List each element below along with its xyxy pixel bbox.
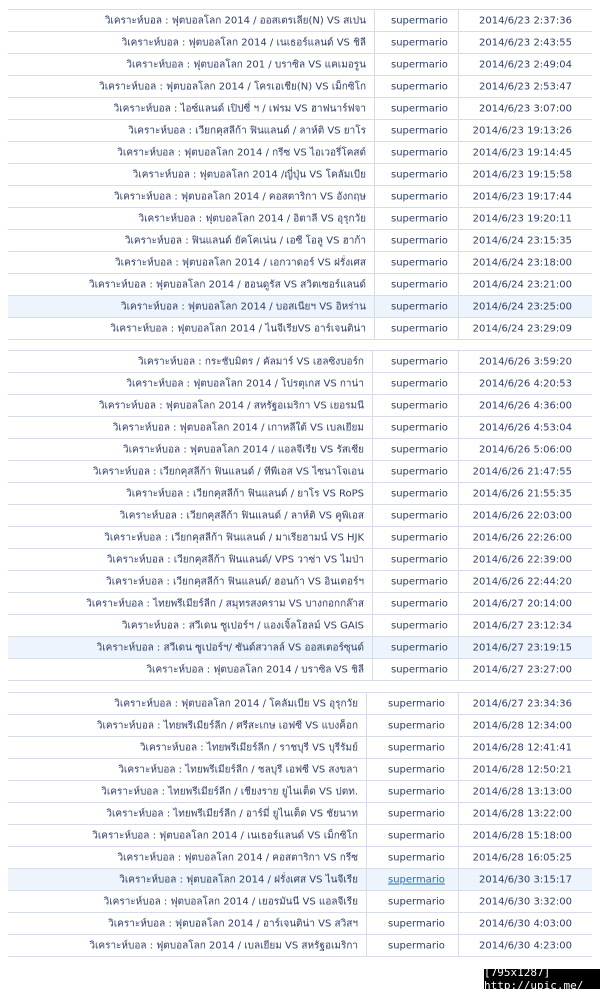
column-divider (374, 120, 375, 141)
author-name: supermario (388, 896, 445, 907)
column-divider (366, 847, 367, 868)
table-row[interactable] (8, 98, 592, 120)
author-name: supermario (391, 59, 448, 70)
table-row[interactable] (8, 781, 592, 803)
table-row[interactable] (8, 935, 592, 957)
column-divider (372, 461, 373, 482)
table-row[interactable] (8, 715, 592, 737)
column-divider (374, 296, 375, 317)
topic-link[interactable]: วิเคราะห์บอล : ฟุตบอลโลก 2014 / อาร์เจนติน่า VS สวิสฯ (108, 918, 358, 929)
table-row[interactable] (8, 505, 592, 527)
column-divider (458, 274, 459, 295)
topic-link[interactable]: วิเคราะห์บอล : ฟุตบอลโลก 2014 / กรีซ VS ไอเวอรี่โคสต์ (117, 147, 366, 158)
table-row[interactable] (8, 186, 592, 208)
topic-cell (8, 891, 366, 912)
column-divider (458, 593, 459, 614)
topic-link[interactable]: วิเคราะห์บอล : ฟุตบอลโลก 2014 / ฝรั่งเศส VS ไนจีเรีย (119, 874, 358, 885)
post-timestamp: 2014/6/27 23:34:36 (472, 698, 572, 709)
column-divider (372, 505, 373, 526)
topic-cell (8, 935, 366, 956)
column-divider (374, 164, 375, 185)
author-name: supermario (388, 852, 445, 863)
author-name: supermario (391, 510, 448, 521)
post-timestamp: 2014/6/30 4:23:00 (478, 940, 572, 951)
column-divider (458, 208, 459, 229)
table-row[interactable] (8, 439, 592, 461)
topic-cell (8, 615, 372, 636)
topic-cell (8, 439, 372, 460)
post-timestamp: 2014/6/23 2:53:47 (478, 81, 572, 92)
column-divider (372, 483, 373, 504)
post-timestamp: 2014/6/26 4:36:00 (478, 400, 572, 411)
post-timestamp: 2014/6/23 19:15:58 (472, 169, 572, 180)
topic-cell (8, 351, 372, 372)
post-timestamp: 2014/6/23 19:13:26 (472, 125, 572, 136)
column-divider (458, 296, 459, 317)
topic-cell (8, 549, 372, 570)
post-timestamp: 2014/6/24 23:18:00 (472, 257, 572, 268)
author-name: supermario (391, 620, 448, 631)
column-divider (458, 615, 459, 636)
column-divider (366, 693, 367, 714)
column-divider (458, 505, 459, 526)
column-divider (458, 32, 459, 53)
author-name: supermario (388, 764, 445, 775)
author-name: supermario (391, 301, 448, 312)
author-name: supermario (391, 356, 448, 367)
author-name: supermario (391, 444, 448, 455)
column-divider (458, 142, 459, 163)
author-name: supermario (391, 279, 448, 290)
table-row[interactable] (8, 208, 592, 230)
topic-link[interactable]: วิเคราะห์บอล : ฟินแลนด์ ยัคโคเน่น / เอซี โอลู VS ฮาก้า (124, 235, 366, 246)
table-row[interactable] (8, 54, 592, 76)
column-divider (458, 417, 459, 438)
column-divider (458, 252, 459, 273)
post-timestamp: 2014/6/28 12:41:41 (472, 742, 572, 753)
column-divider (374, 54, 375, 75)
table-row[interactable] (8, 693, 592, 715)
topic-cell (8, 571, 372, 592)
table-row[interactable] (8, 869, 592, 891)
topic-link[interactable]: วิเคราะห์บอล : ฟุตบอลโลก 2014 / อิตาลี VS อุรุกวัย (138, 213, 366, 224)
table-row[interactable] (8, 637, 592, 659)
post-timestamp: 2014/6/26 5:06:00 (478, 444, 572, 455)
post-timestamp: 2014/6/28 16:05:25 (472, 852, 572, 863)
topic-cell (8, 781, 366, 802)
post-timestamp: 2014/6/28 12:34:00 (472, 720, 572, 731)
post-timestamp: 2014/6/23 19:17:44 (472, 191, 572, 202)
table-row[interactable] (8, 549, 592, 571)
column-divider (458, 803, 459, 824)
column-divider (458, 527, 459, 548)
post-timestamp: 2014/6/27 23:12:34 (472, 620, 572, 631)
post-timestamp: 2014/6/26 22:39:00 (472, 554, 572, 565)
column-divider (372, 417, 373, 438)
author-name: supermario (391, 466, 448, 477)
post-timestamp: 2014/6/26 22:44:20 (472, 576, 572, 587)
author-name: supermario (388, 808, 445, 819)
post-timestamp: 2014/6/28 15:18:00 (472, 830, 572, 841)
topic-link[interactable]: วิเคราะห์บอล : ฟุตบอลโลก 2014 / แอลจีเรีย VS รัสเซีย (122, 444, 364, 455)
table-row[interactable] (8, 417, 592, 439)
post-timestamp: 2014/6/24 23:15:35 (472, 235, 572, 246)
table-row[interactable] (8, 825, 592, 847)
topic-cell (8, 164, 374, 185)
topic-cell (8, 142, 374, 163)
table-row[interactable] (8, 461, 592, 483)
author-name: supermario (391, 169, 448, 180)
post-timestamp: 2014/6/26 21:47:55 (472, 466, 572, 477)
post-timestamp: 2014/6/30 4:03:00 (478, 918, 572, 929)
table-row[interactable] (8, 913, 592, 935)
topic-link[interactable]: วิเคราะห์บอล : ฟุตบอลโลก 2014 / เกาหลีใต้ VS เบลเยียม (112, 422, 364, 433)
post-timestamp: 2014/6/30 3:15:17 (478, 874, 572, 885)
column-divider (458, 913, 459, 934)
column-divider (458, 439, 459, 460)
table-row[interactable] (8, 891, 592, 913)
author-name: supermario (391, 213, 448, 224)
column-divider (458, 637, 459, 658)
author-name: supermario (388, 742, 445, 753)
column-divider (366, 759, 367, 780)
column-divider (458, 186, 459, 207)
author-name: supermario (391, 642, 448, 653)
topic-link[interactable]: วิเคราะห์บอล : เวียกคุสลีก้า ฟินแลนด์ / ลาห์ติ VS ยาโร (128, 125, 366, 136)
topic-link[interactable]: วิเคราะห์บอล : ไอซ์แลนด์ เปิปซี่ ฯ / เฟรม VS ฮาฟนาร์ฟจา (113, 103, 366, 114)
topic-cell (8, 54, 374, 75)
post-timestamp: 2014/6/27 23:27:00 (472, 664, 572, 675)
author-name: supermario (391, 257, 448, 268)
post-timestamp: 2014/6/30 3:32:00 (478, 896, 572, 907)
topic-link[interactable]: วิเคราะห์บอล : ไทยพรีเมียร์ลีก / เชียงราย ยูไนเต็ด VS ปตท. (101, 786, 358, 797)
table-row[interactable] (8, 659, 592, 681)
topic-link[interactable]: วิเคราะห์บอล : ฟุตบอลโลก 2014 / โคลัมเบีย VS อุรุกวัย (114, 698, 358, 709)
column-divider (458, 483, 459, 504)
topic-link[interactable]: วิเคราะห์บอล : ฟุตบอลโลก 201 / บราซิล VS แคเมอรูน (126, 59, 366, 70)
table-row[interactable] (8, 847, 592, 869)
post-timestamp: 2014/6/26 21:55:35 (472, 488, 572, 499)
table-row[interactable] (8, 593, 592, 615)
topic-link[interactable]: วิเคราะห์บอล : สวีเดน ซูเปอร์ฯ/ ซันด์สวาลล์ VS ออสเตอร์ซุนด์ (96, 642, 364, 653)
table-row[interactable] (8, 803, 592, 825)
table-row[interactable] (8, 252, 592, 274)
author-name[interactable]: supermario (388, 874, 445, 885)
column-divider (374, 230, 375, 251)
table-row[interactable] (8, 164, 592, 186)
column-divider (374, 10, 375, 31)
column-divider (366, 825, 367, 846)
column-divider (374, 32, 375, 53)
topic-link[interactable]: วิเคราะห์บอล : เวียกคุสลีก้า ฟินแลนด์ / ทีพีเอส VS ไซนาโจเอน (92, 466, 364, 477)
column-divider (372, 615, 373, 636)
topic-cell (8, 527, 372, 548)
topic-cell (8, 737, 366, 758)
post-timestamp: 2014/6/27 23:19:15 (472, 642, 572, 653)
table-row[interactable] (8, 230, 592, 252)
topic-cell (8, 417, 372, 438)
post-timestamp: 2014/6/26 3:59:20 (478, 356, 572, 367)
column-divider (458, 737, 459, 758)
column-divider (372, 637, 373, 658)
topic-cell (8, 186, 374, 207)
column-divider (458, 10, 459, 31)
table-row[interactable] (8, 759, 592, 781)
topic-link[interactable]: วิเคราะห์บอล : สวีเดน ซูเปอร์ฯ / แองเจิ้ลโฮลม์ VS GAIS (121, 620, 364, 631)
table-row[interactable] (8, 483, 592, 505)
column-divider (372, 527, 373, 548)
watermark-label: [795x1287] http://upic.me/ (484, 969, 600, 989)
post-timestamp: 2014/6/23 2:43:55 (478, 37, 572, 48)
author-name: supermario (391, 103, 448, 114)
topic-link[interactable]: วิเคราะห์บอล : เวียกคุสลีก้า ฟินแลนด์/ VPS วาซ่า VS ไมป่า (106, 554, 364, 565)
post-timestamp: 2014/6/28 13:22:00 (472, 808, 572, 819)
column-divider (458, 373, 459, 394)
author-name: supermario (391, 532, 448, 543)
topic-cell (8, 913, 366, 934)
topic-cell (8, 715, 366, 736)
column-divider (458, 825, 459, 846)
column-divider (374, 76, 375, 97)
column-divider (372, 395, 373, 416)
post-timestamp: 2014/6/28 12:50:21 (472, 764, 572, 775)
table-row[interactable] (8, 318, 592, 340)
post-timestamp: 2014/6/23 19:20:11 (472, 213, 572, 224)
table-row[interactable] (8, 571, 592, 593)
topic-link[interactable]: วิเคราะห์บอล : ไทยพรีเมียร์ลีก / สมุทรสงคราม VS บางกอกกล๊าส (86, 598, 364, 609)
column-divider (458, 98, 459, 119)
topic-cell (8, 318, 374, 339)
topic-cell (8, 825, 366, 846)
column-divider (366, 935, 367, 956)
topic-cell (8, 659, 372, 680)
topic-link[interactable]: วิเคราะห์บอล : ฟุตบอลโลก 2014 / คอสตาริกา VS กรีซ (117, 852, 358, 863)
post-timestamp: 2014/6/24 23:29:09 (472, 323, 572, 334)
topic-cell (8, 98, 374, 119)
author-name: supermario (388, 720, 445, 731)
topic-link[interactable]: วิเคราะห์บอล : ไทยพรีเมียร์ลีก / อาร์มี่ ยูไนเต็ด VS ชัยนาท (106, 808, 358, 819)
topic-link[interactable]: วิเคราะห์บอล : ฟุตบอลโลก 2014 / เบลเยียม VS สหรัฐอเมริกา (89, 940, 358, 951)
author-name: supermario (391, 422, 448, 433)
post-timestamp: 2014/6/26 22:26:00 (472, 532, 572, 543)
topic-link[interactable]: วิเคราะห์บอล : ฟุตบอลโลก 2014 / เนเธอร์แลนด์ VS ชิลี (121, 37, 366, 48)
topic-link[interactable]: วิเคราะห์บอล : ฟุตบอลโลก 2014 / ไนจีเรียVS อาร์เจนติน่า (110, 323, 366, 334)
post-timestamp: 2014/6/26 4:20:53 (478, 378, 572, 389)
author-name: supermario (388, 786, 445, 797)
column-divider (458, 715, 459, 736)
topic-link[interactable]: วิเคราะห์บอล : เวียกคุสลีก้า ฟินแลนด์ / ลาห์ติ VS คูพิเอส (119, 510, 364, 521)
author-name: supermario (391, 400, 448, 411)
column-divider (366, 803, 367, 824)
column-divider (372, 351, 373, 372)
column-divider (458, 659, 459, 680)
post-timestamp: 2014/6/24 23:25:00 (472, 301, 572, 312)
topic-cell (8, 76, 374, 97)
topic-link[interactable]: วิเคราะห์บอล : ฟุตบอลโลก 2014 / เนเธอร์แลนด์ VS เม็กซิโก (92, 830, 358, 841)
author-name: supermario (391, 664, 448, 675)
column-divider (372, 439, 373, 460)
topic-link[interactable]: วิเคราะห์บอล : ฟุตบอลโลก 2014 / สหรัฐอเมริกา VS เยอรมนี (98, 400, 364, 411)
topic-link[interactable]: วิเคราะห์บอล : ฟุตบอลโลก 2014 / เยอรมันนี VS แอลจีเรีย (103, 896, 358, 907)
post-timestamp: 2014/6/27 20:14:00 (472, 598, 572, 609)
column-divider (374, 142, 375, 163)
topic-link[interactable]: วิเคราะห์บอล : ฟุตบอลโลก 2014 / ฮอนดูรัส VS สวิตเซอร์แลนด์ (88, 279, 366, 290)
column-divider (458, 935, 459, 956)
table-row[interactable] (8, 395, 592, 417)
author-name: supermario (388, 830, 445, 841)
post-timestamp: 2014/6/23 2:49:04 (478, 59, 572, 70)
column-divider (374, 98, 375, 119)
topic-cell (8, 593, 372, 614)
topic-cell (8, 395, 372, 416)
topic-link[interactable]: วิเคราะห์บอล : ฟุตบอลโลก 2014 / ออสเตรเลีย(N) VS สเปน (104, 15, 366, 26)
author-name: supermario (391, 15, 448, 26)
post-timestamp: 2014/6/26 22:03:00 (472, 510, 572, 521)
column-divider (374, 274, 375, 295)
topic-link[interactable]: วิเคราะห์บอล : เวียกคุสลีก้า ฟินแลนด์ / ยาโร VS RoPS (126, 488, 364, 499)
column-divider (458, 847, 459, 868)
column-divider (372, 571, 373, 592)
topic-cell (8, 208, 374, 229)
topic-cell (8, 120, 374, 141)
topic-cell (8, 847, 366, 868)
table-row[interactable] (8, 351, 592, 373)
topic-cell (8, 230, 374, 251)
column-divider (366, 891, 367, 912)
topic-cell (8, 803, 366, 824)
topic-link[interactable]: วิเคราะห์บอล : ฟุตบอลโลก 2014 / เอกวาดอร์ VS ฝรั่งเศส (115, 257, 366, 268)
post-timestamp: 2014/6/28 13:13:00 (472, 786, 572, 797)
column-divider (458, 759, 459, 780)
table-row[interactable] (8, 296, 592, 318)
topic-cell (8, 483, 372, 504)
column-divider (372, 659, 373, 680)
column-divider (458, 693, 459, 714)
column-divider (458, 120, 459, 141)
column-divider (458, 461, 459, 482)
column-divider (374, 318, 375, 339)
author-name: supermario (391, 125, 448, 136)
topic-link[interactable]: วิเคราะห์บอล : เวียกคุสลีก้า ฟินแลนด์/ ฮอนก้า VS อินเตอร์ฯ (106, 576, 364, 587)
author-name: supermario (391, 81, 448, 92)
topic-link[interactable]: วิเคราะห์บอล : ฟุตบอลโลก 2014 / คอสตาริกา VS อังกฤษ (114, 191, 366, 202)
column-divider (366, 913, 367, 934)
topic-cell (8, 252, 374, 273)
topic-cell (8, 296, 374, 317)
author-name: supermario (391, 191, 448, 202)
post-timestamp: 2014/6/23 19:14:45 (472, 147, 572, 158)
topic-list-block-2 (8, 350, 592, 681)
topic-link[interactable]: วิเคราะห์บอล : ไทยพรีเมียร์ลีก / ราชบุรี VS บุรีรัมย์ (139, 742, 358, 753)
column-divider (458, 869, 459, 890)
table-row[interactable] (8, 527, 592, 549)
topic-cell (8, 505, 372, 526)
topic-link[interactable]: วิเคราะห์บอล : ฟุตบอลโลก 2014 / โครเอเชีย(N) VS เม็กซิโก (99, 81, 366, 92)
column-divider (366, 737, 367, 758)
topic-cell (8, 461, 372, 482)
post-timestamp: 2014/6/23 2:37:36 (478, 15, 572, 26)
topic-cell (8, 10, 374, 31)
column-divider (458, 549, 459, 570)
column-divider (366, 715, 367, 736)
topic-cell (8, 274, 374, 295)
topic-link[interactable]: วิเคราะห์บอล : ไทยพรีเมียร์ลีก / ชลบุรี เอฟซี VS สงขลา (118, 764, 358, 775)
topic-link[interactable]: วิเคราะห์บอล : กระชับมิตร / คัลมาร์ VS เฮลซิงบอร์ก (137, 356, 364, 367)
topic-cell (8, 637, 372, 658)
topic-cell (8, 759, 366, 780)
column-divider (458, 891, 459, 912)
author-name: supermario (388, 698, 445, 709)
table-row[interactable] (8, 615, 592, 637)
author-name: supermario (391, 37, 448, 48)
column-divider (458, 318, 459, 339)
table-row[interactable] (8, 142, 592, 164)
author-name: supermario (391, 598, 448, 609)
table-row[interactable] (8, 274, 592, 296)
post-timestamp: 2014/6/24 23:21:00 (472, 279, 572, 290)
column-divider (374, 252, 375, 273)
author-name: supermario (391, 576, 448, 587)
column-divider (458, 395, 459, 416)
topic-link[interactable]: วิเคราะห์บอล : ฟุตบอลโลก 2014 / บราซิล VS ชิลี (146, 664, 364, 675)
topic-link[interactable]: วิเคราะห์บอล : ฟุตบอลโลก 2014 / บอสเนียฯ VS อิหร่าน (121, 301, 366, 312)
topic-link[interactable]: วิเคราะห์บอล : ไทยพรีเมียร์ลีก / ศรีสะเกษ เอฟซี VS แบงค็อก (96, 720, 358, 731)
topic-link[interactable]: วิเคราะห์บอล : เวียกคุสลีก้า ฟินแลนด์ / มาเรียฮามน์ VS HJK (104, 532, 364, 543)
column-divider (458, 230, 459, 251)
topic-link[interactable]: วิเคราะห์บอล : ฟุตบอลโลก 2014 / โปรตุเกส VS กาน่า (126, 378, 364, 389)
author-name: supermario (388, 940, 445, 951)
topic-cell (8, 693, 366, 714)
column-divider (374, 186, 375, 207)
post-timestamp: 2014/6/23 3:07:00 (478, 103, 572, 114)
column-divider (372, 373, 373, 394)
column-divider (458, 571, 459, 592)
column-divider (458, 76, 459, 97)
author-name: supermario (391, 488, 448, 499)
author-name: supermario (391, 235, 448, 246)
column-divider (458, 54, 459, 75)
topic-cell (8, 373, 372, 394)
table-row[interactable] (8, 32, 592, 54)
table-row[interactable] (8, 120, 592, 142)
topic-cell (8, 869, 366, 890)
table-row[interactable] (8, 373, 592, 395)
column-divider (374, 208, 375, 229)
topic-link[interactable]: วิเคราะห์บอล : ฟุตบอลโลก 2014 /ญี่ปุ่น VS โคลัมเบีย (132, 169, 366, 180)
column-divider (366, 781, 367, 802)
column-divider (372, 593, 373, 614)
column-divider (458, 781, 459, 802)
column-divider (458, 351, 459, 372)
author-name: supermario (391, 147, 448, 158)
author-name: supermario (391, 323, 448, 334)
author-name: supermario (391, 378, 448, 389)
author-name: supermario (388, 918, 445, 929)
topic-list-block-3 (8, 692, 592, 957)
table-row[interactable] (8, 737, 592, 759)
column-divider (366, 869, 367, 890)
topic-cell (8, 32, 374, 53)
column-divider (372, 549, 373, 570)
column-divider (458, 164, 459, 185)
post-timestamp: 2014/6/26 4:53:04 (478, 422, 572, 433)
table-row[interactable] (8, 10, 592, 32)
author-name: supermario (391, 554, 448, 565)
table-row[interactable] (8, 76, 592, 98)
topic-list-block-1 (8, 9, 592, 340)
